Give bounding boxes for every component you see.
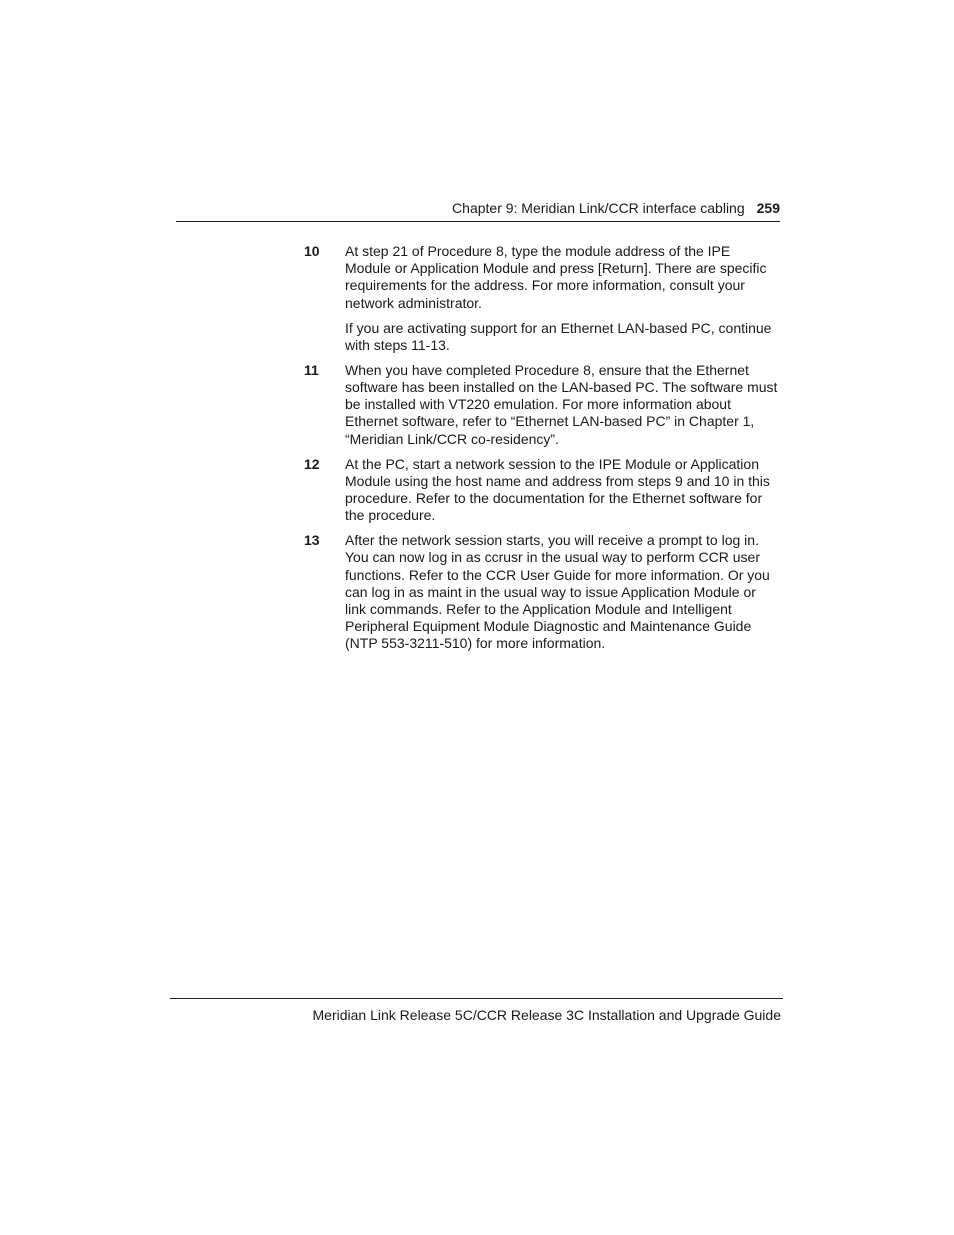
page-number: 259: [756, 200, 780, 216]
step-10: [304, 243, 780, 354]
procedure-steps: [304, 243, 780, 660]
step-13: [304, 532, 780, 652]
step-paragraph: At the PC, start a network session to the IPE Module or Application Module using the host name and address from steps 9 and 10 in this procedure. Refer to the documentation for the Ethernet software for the procedure.: [345, 455, 770, 524]
header-text: [452, 200, 780, 216]
chapter-title: Chapter 9: Meridian Link/CCR interface cabling: [452, 200, 745, 216]
step-12: [304, 456, 780, 525]
page-footer: [170, 998, 783, 1023]
document-title: Meridian Link Release 5C/CCR Release 3C Installation and Upgrade Guide: [312, 1007, 781, 1023]
page-header: [176, 199, 780, 222]
step-paragraph: If you are activating support for an Ethernet LAN-based PC, continue with steps 11-13.: [345, 319, 772, 353]
step-number: 12: [304, 455, 320, 472]
step-11: [304, 362, 780, 448]
step-number: 10: [304, 243, 320, 259]
step-number: 11: [304, 361, 319, 378]
step-paragraph: At step 21 of Procedure 8, type the module address of the IPE Module or Application Module and press [Return]. There are specific requirements for the address. For more information, consult your network administrator.: [345, 243, 767, 311]
step-number: 13: [304, 532, 320, 549]
step-paragraph: When you have completed Procedure 8, ensure that the Ethernet software has been installed on the LAN-based PC. The software must be installed with VT220 emulation. For more information about Ethernet software, refer to “Ethernet LAN-based PC” in Chapter 1, “Meridian Link/CCR co-residency”.: [345, 361, 778, 447]
step-paragraph: After the network session starts, you will receive a prompt to log in. You can now log in as ccrusr in the usual way to perform CCR user functions. Refer to the CCR User Guide for more information. Or you can log in as maint in the usual way to issue Application Module or link commands. Refer to the Application Module and Intelligent Peripheral Equipment Module Diagnostic and Maintenance Guide (NTP 553-3211-510) for more information.: [345, 532, 770, 652]
